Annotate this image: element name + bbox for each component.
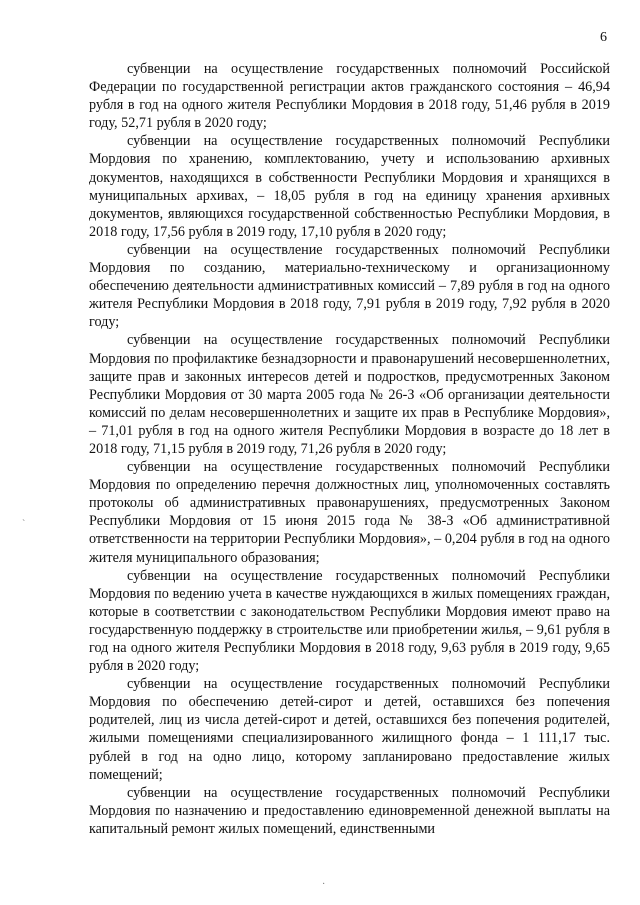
paragraph-juvenile-prevention-subvention: субвенции на осуществление государственных полномочий Республики Мордовия по профилактике безнадзорности и правонарушений несовершеннолетних, защите прав и законных интересов детей и подростков, предусмотренных Законом Республики Мордовия от 30 марта 2005 года № 26-З «Об организации деятельности комиссий по делам несовершеннолетних и защите их прав в Республике Мордовия», – 71,01 рубля в год на одного жителя Республики Мордовия в возрасте до 18 лет в 2018 году, 71,15 рубля в 2019 году, 71,26 рубля в 2020 году; [89,332,610,457]
paragraph-housing-registry-subvention: субвенции на осуществление государственных полномочий Республики Мордовия по ведению учета в качестве нуждающихся в жилых помещениях граждан, которые в соответствии с законодательством Республики Мордовия имеют право на государственную поддержку в строительстве или приобретении жилья, – 9,61 рубля в год на одного жителя Республики Мордовия в 2018 году, 9,63 рубля в 2019 году, 9,65 рубля в 2020 году; [89,567,610,675]
page-number: 6 [600,30,607,45]
paragraph-administrative-commissions-subvention: субвенции на осуществление государственных полномочий Республики Мордовия по созданию, материально-техническому и организационному обеспечению деятельности административных комиссий – 7,89 рубля в год на одного жителя Республики Мордовия в 2018 году, 7,91 рубля в 2019 году, 7,92 рубля в 2020 году; [89,241,610,331]
paragraph-capital-repair-subvention: субвенции на осуществление государственных полномочий Республики Мордовия по назначению и предоставлению единовременной денежной выплаты на капитальный ремонт жилых помещений, единственными [89,784,610,837]
document-body [89,60,610,838]
scan-speck: ˋ [22,519,26,530]
paragraph-archives-subvention: субвенции на осуществление государственных полномочий Республики Мордовия по хранению, комплектованию, учету и использованию архивных документов, находящихся в собственности Республики Мордовия и хранящихся в муниципальных архивах, – 18,05 рубля в год на единицу хранения архивных документов, являющихся государственной собственностью Республики Мордовия, в 2018 году, 17,56 рубля в 2019 году, 17,10 рубля в 2020 году; [89,133,610,240]
paragraph-civil-registration-subvention: субвенции на осуществление государственных полномочий Российской Федерации по государственной регистрации актов гражданского состояния – 46,94 рубля в год на одного жителя Республики Мордовия в 2018 году, 51,46 рубля в 2019 году, 52,71 рубля в 2020 году; [89,61,610,132]
scan-speck: · [322,879,326,890]
paragraph-orphans-housing-subvention: субвенции на осуществление государственных полномочий Республики Мордовия по обеспечению детей-сирот и детей, оставшихся без попечения родителей, лиц из числа детей-сирот и детей, оставшихся без попечения родителей, жилыми помещениями специализированного жилищного фонда – 1 111,17 тыс. рублей в год на одно лицо, которому запланировано предоставление жилых помещений; [89,676,610,783]
paragraph-officials-list-subvention: субвенции на осуществление государственных полномочий Республики Мордовия по определению перечня должностных лиц, уполномоченных составлять протоколы об административных правонарушениях, предусмотренных Законом Республики Мордовия от 15 июня 2015 года № 38-З «Об административной ответственности на территории Республики Мордовия», – 0,204 рубля в год на одного жителя муниципального образования; [89,459,610,566]
